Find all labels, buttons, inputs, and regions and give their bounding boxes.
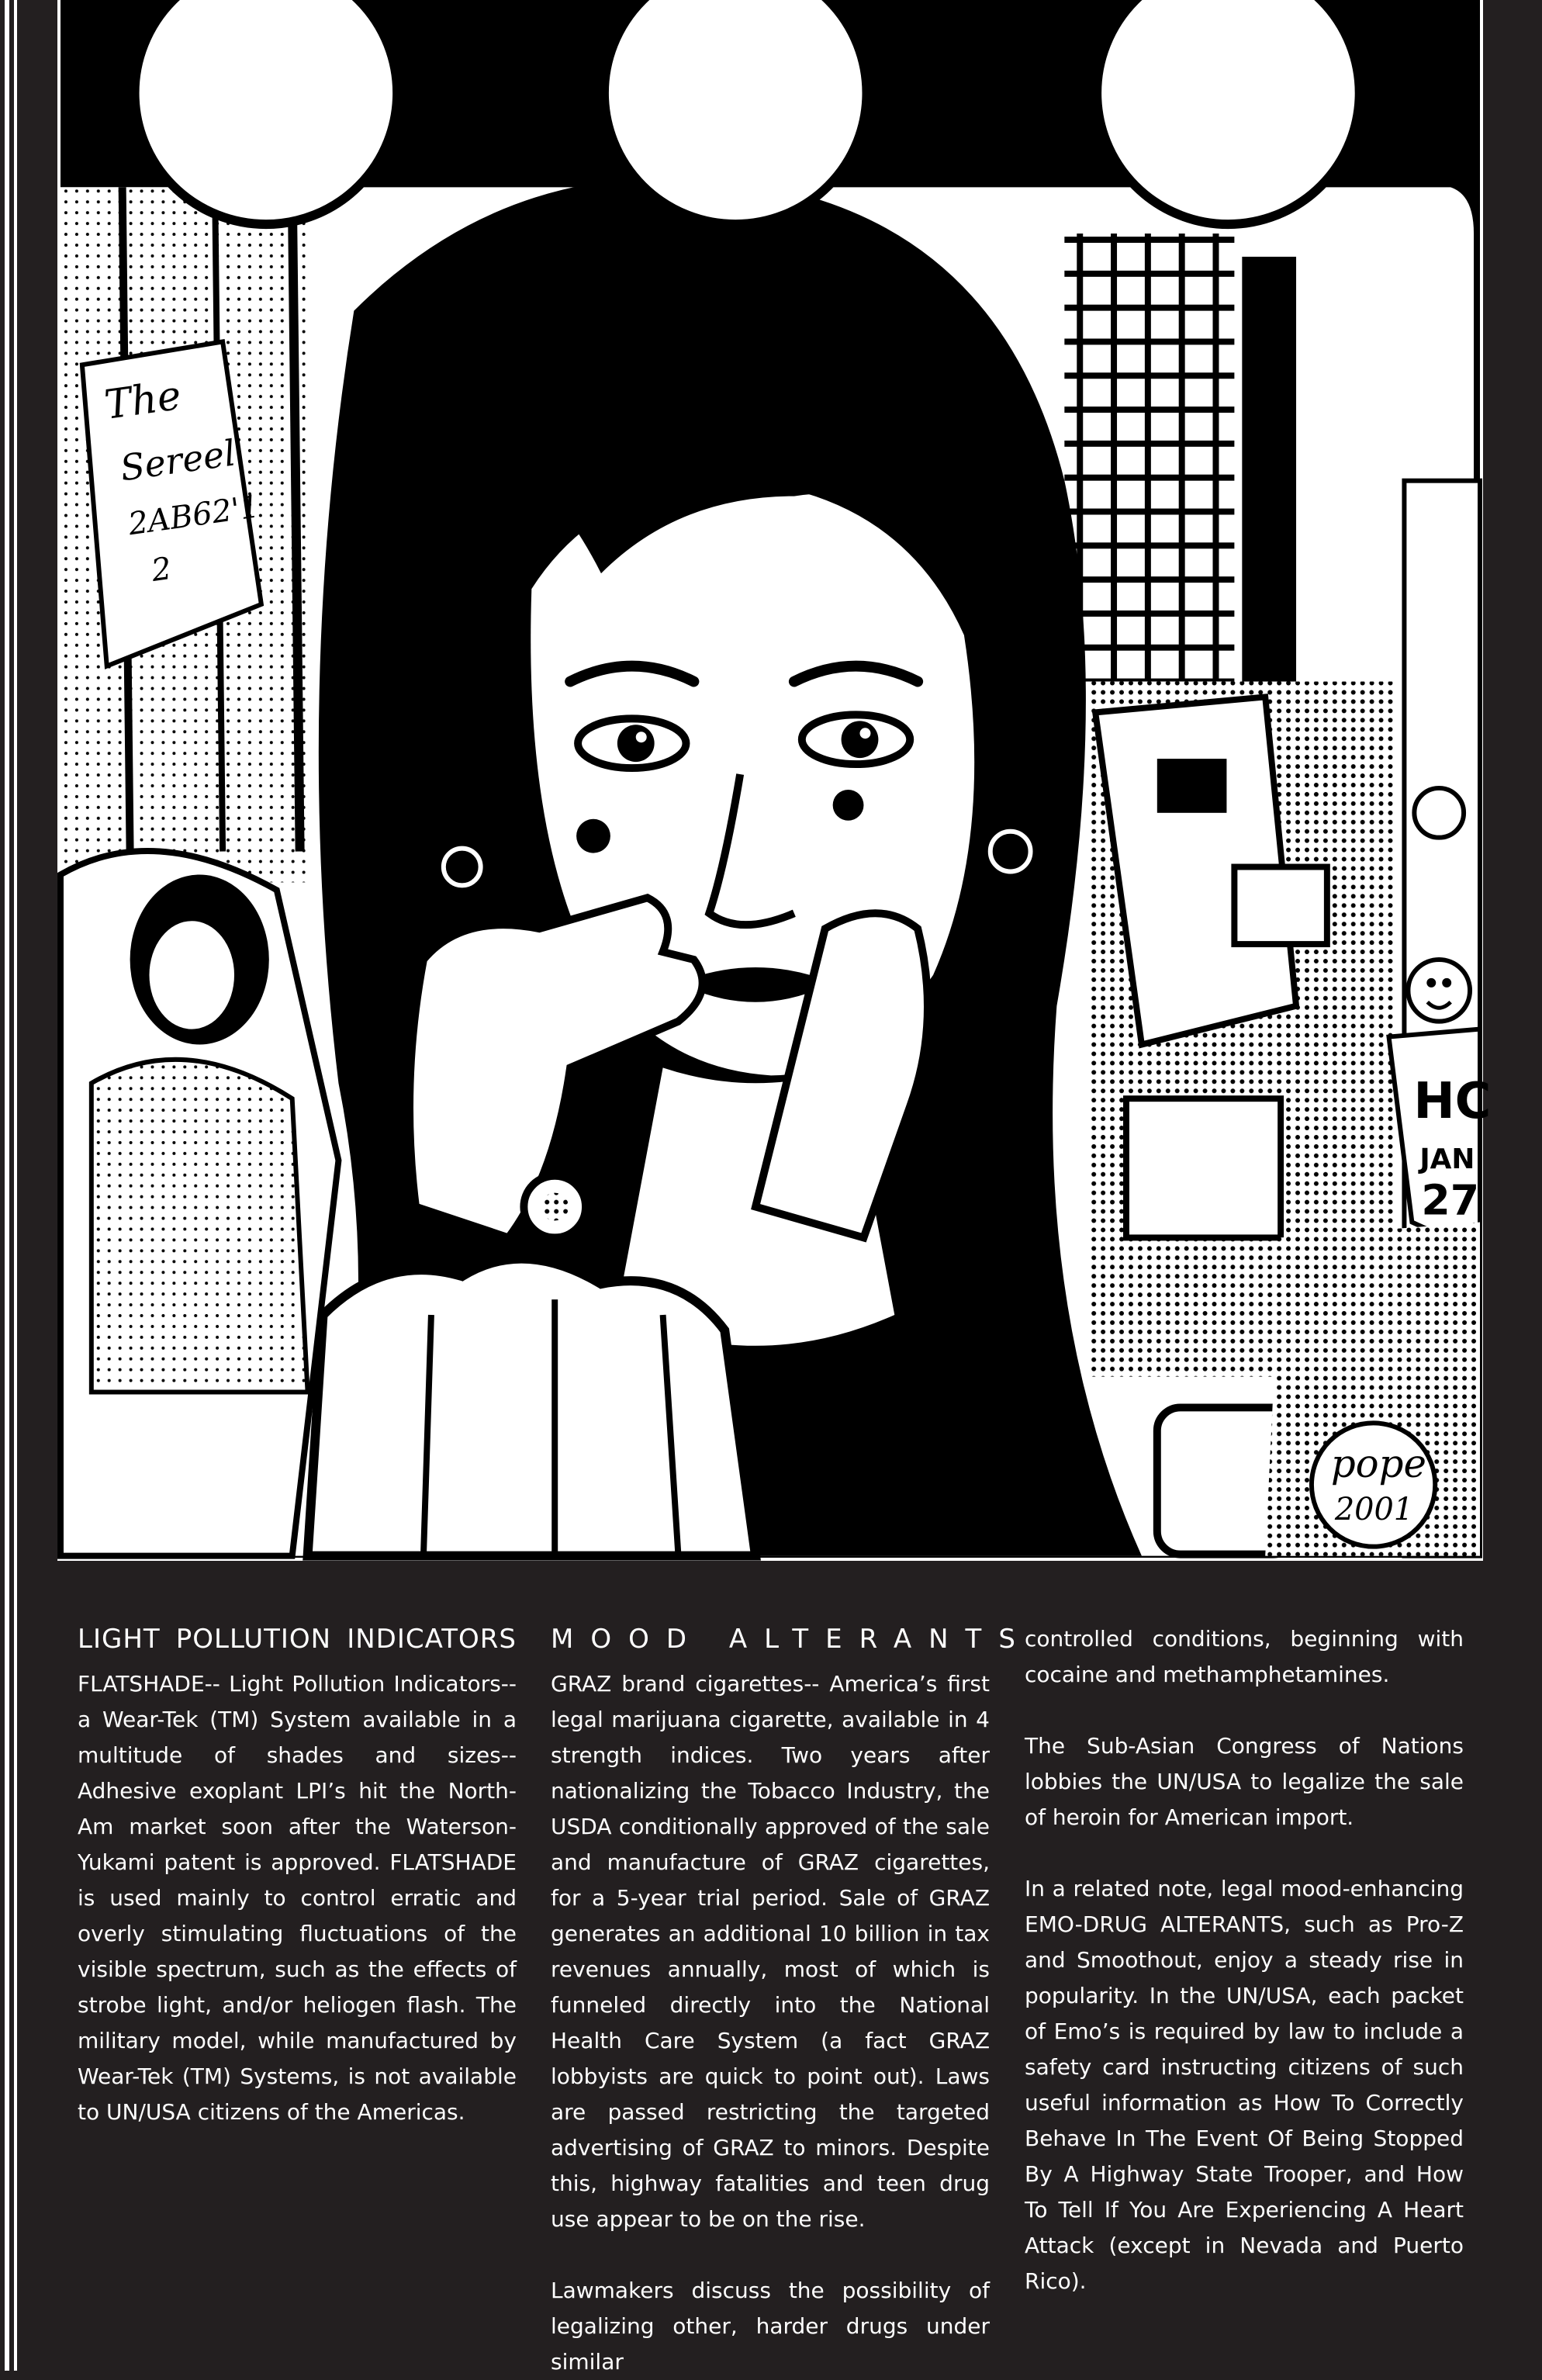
paragraph: GRAZ brand cigarettes-- America’s first legal marijuana cigarette, available in 4 strength indices. Two years after nationalizing the Tobacco Industry, the USDA conditionally approved of the sale and manufacture of GRAZ cigarettes, for a 5-year trial period. Sale of GRAZ generates an additional 10 billion in tax revenues annually, most of which is funneled directly into the National Health Care System (a fact GRAZ lobbyists are quick to point out). Laws are passed restricting the targeted advertising of GRAZ to minors. Despite this, highway fatalities and teen drug use appear to be on the rise. bbox=[551, 1671, 990, 2232]
paragraph: Lawmakers discuss the possibility of legalizing other, harder drugs under similar bbox=[551, 2278, 990, 2375]
lpi-dot-left bbox=[576, 819, 610, 853]
poster-line-2: JAN bbox=[1419, 1143, 1475, 1175]
lamp-center bbox=[604, 0, 867, 224]
sign-left-line-1: The bbox=[102, 372, 185, 429]
paragraph: FLATSHADE-- Light Pollution Indicators-- a Wear-Tek (TM) System available in a multitude of shades and sizes-- Adhesive exoplant LPI’s hit the North-Am market soon after the Waterson-Yukami patent is approved. FLATSHADE is used mainly to control erratic and overly stimulating fluctuations of the visible spectrum, such as the effects of strobe light, and/or heliogen flash. The military model, while manufactured by Wear-Tek (TM) Systems, is not available to UN/USA citizens of the Americas. bbox=[78, 1671, 517, 2125]
paragraph: The Sub-Asian Congress of Nations lobbies the UN/USA to legalize the sale of heroin for American import. bbox=[1025, 1733, 1464, 1830]
window-grid bbox=[1064, 234, 1296, 689]
artist-signature bbox=[1312, 1423, 1435, 1546]
comic-illustration bbox=[61, 0, 1492, 1558]
lamp-right bbox=[1097, 0, 1360, 224]
article-text bbox=[78, 1621, 1466, 2375]
poster-line-3: 27 bbox=[1421, 1175, 1480, 1225]
column-body bbox=[551, 1666, 990, 2380]
signature-name: pope bbox=[1330, 1441, 1426, 1487]
signature-year: 2001 bbox=[1334, 1491, 1414, 1527]
poster-line-1: HC bbox=[1413, 1073, 1492, 1131]
left-edge-rule bbox=[5, 0, 9, 2371]
paragraph: In a related note, legal mood-enhancing EMO-DRUG ALTERANTS, such as Pro-Z and Smoothout, enjoy a steady rise in popularity. In the UN/USA, each packet of Emo’s is required by law to include a safety card instructing citizens of such useful information as How To Correctly Behave In The Event Of Being Stopped By A Highway State Trooper, and How To Tell If You Are Experiencing A Heart Attack (except in Nevada and Puerto Rico). bbox=[1025, 1876, 1464, 2294]
lpi-dot-right bbox=[833, 790, 864, 821]
comic-artwork-panel bbox=[57, 0, 1492, 1561]
paragraph: controlled conditions, beginning with cocaine and methamphetamines. bbox=[1025, 1626, 1464, 1687]
overhead-lamps bbox=[135, 0, 1360, 224]
column-light-pollution bbox=[78, 1621, 517, 2130]
sign-left-line-4: 2 bbox=[149, 550, 174, 590]
column-body bbox=[78, 1666, 517, 2130]
sign-left-line-3: 2AB62'1 bbox=[126, 489, 262, 543]
heading-light-pollution: LIGHT POLLUTION INDICATORS bbox=[78, 1624, 517, 1655]
sign-left-line-2: Sereel bbox=[117, 431, 238, 489]
lamp-left bbox=[135, 0, 398, 224]
column-mood-alterants bbox=[551, 1621, 1032, 2380]
heading-mood-alterants: MOOD ALTERANTS bbox=[551, 1624, 1032, 1655]
column-continued bbox=[1025, 1621, 1464, 2299]
column-body bbox=[1025, 1621, 1464, 2299]
left-edge-rule-inner bbox=[14, 0, 17, 2371]
